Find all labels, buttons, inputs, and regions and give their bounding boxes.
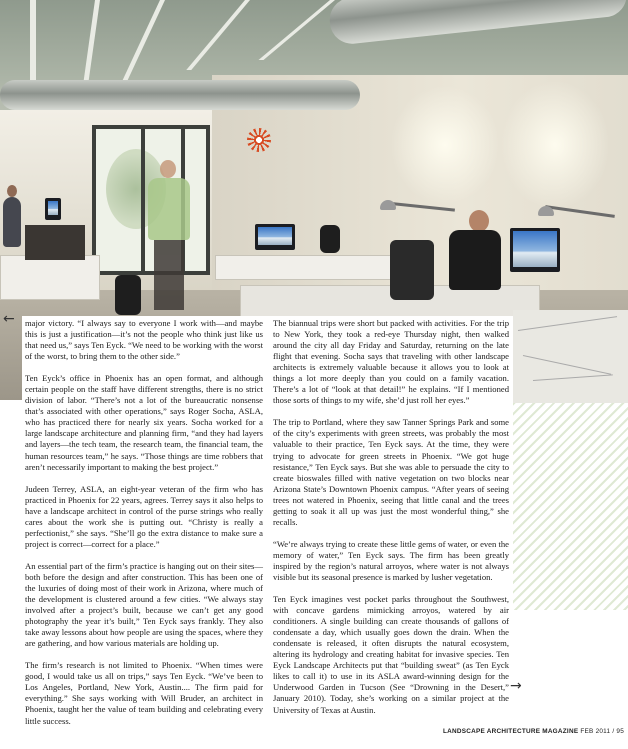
office-chair [115,275,141,315]
paragraph: The biannual trips were short but packed with activities. For the trip to New York, they took a red-eye Thursday night, then walked around the city all day Friday and Saturday, returning on the late flight that evening. Socha says that traveling with other landscape architects is extremely valuable because it allows you to look at things a lot more deeply than you could on a family vacation. There’s a lot of “look at that detail!” he explains. “If I mentioned those sorts of things to my wife, she’d just roll her eyes.” [273,318,509,406]
wall-light [390,85,500,205]
wall-light [500,80,610,210]
drawing-paper [513,310,628,403]
page-footer [443,728,624,735]
paragraph: An essential part of the firm’s practice is hanging out on their sites—both before the design and after construction. This has been one of the luxuries of doing most of their work in Arizona, where much of the development is clustered around a few cities. “We always stay involved after a project’s built, because we can’t get any good photography the year it’s built,” Ten Eyck says frankly. They also take away lessons about how people are using the spaces, where they are gathering, and how various materials are holding up. [25,560,263,649]
paragraph: major victory. “I always say to everyone I work with—and maybe this is just a justification—it’s not the people who think just like us that need us,” says Ten Eyck. “We need to be working with the worst of the worst, to bring them to the other side.” [25,318,263,362]
seated-person [445,210,505,300]
office-chair [320,225,340,253]
monitor-icon [510,228,560,272]
monitor-icon [45,198,61,220]
wall-clock-icon [247,128,271,152]
paragraph: Judeen Terrey, ASLA, an eight-year veteran of the firm who has practiced in Phoenix for 22 years, agrees. Terrey says it also helps to have a landscape architect in control of the purse strings who really cares about the work she is putting out. “Christy is really a perfectionist,” she says. “She’ll go the extra distance to make sure a project is correct—correct for a place.” [25,483,263,549]
monitor-icon [255,224,295,250]
left-column [25,318,263,738]
decorative-hatch-panel [513,403,628,610]
office-chair [390,240,434,300]
issue-date: FEB 2011 [580,728,611,735]
desk [215,255,395,280]
paragraph: “We’re always trying to create these little gems of water, or even the memory of water,” Ten Eyck says. The firm has been greatly inspired by the region’s natural arroyos, where water is not always visible but its seasonal presence is marked by lusher vegetation. [273,538,509,582]
desk [0,255,100,300]
desk-lamp-icon [538,206,554,216]
desk-lamp-icon [380,200,396,210]
air-duct [0,80,360,110]
previous-page-arrow-icon[interactable]: ← [3,311,15,327]
right-column [273,318,509,727]
background-person [2,185,24,255]
paragraph: Ten Eyck imagines vest pocket parks throughout the Southwest, with concave gardens mimicking arroyos, watered by air conditioners. A single building can create thousands of gallons of condensate a day, which usually goes down the drain. When the condensate is released, it often disrupts the natural ecosystem, altering its hydrology and creating habitat for invasive species. Ten Eyck Landscape Architects put that “building sweat” (as Ten Eyck likes to call it) to use in its ASLA award-winning design for the Underwood Garden in Tucson (See “Drowning in the Desert,” January 2010). Today, she’s working on a similar project at the University of Texas at Austin. [273,594,509,715]
walking-person [140,160,200,310]
desk-shelf [25,225,85,260]
paragraph: Ten Eyck’s office in Phoenix has an open format, and although certain people on the staff have different strengths, there is no strict division of labor. “There’s not a lot of the bureaucratic nonsense that’s associated with other operations,” says Roger Socha, ASLA, who has practiced there for nearly six years. Socha worked for a large landscape architecture and planning firm, “and they had layers and layers—the tech team, the research team, the financial team, the human resources team,” he says. “Those things are time robbers that aren’t necessarily important to making the best project.” [25,373,263,472]
paragraph: The firm’s research is not limited to Phoenix. “When times were good, I would take us all on trips,” says Ten Eyck. “We’ve been to Los Angeles, Portland, New York, Austin.... The firm paid for everything.” She says working with Will Bruder, an architect in Phoenix, taught her the value of team building and celebrating every little success. [25,660,263,726]
page-number: 95 [616,728,625,735]
next-page-arrow-icon[interactable]: → [510,678,522,694]
paragraph: The trip to Portland, where they saw Tanner Springs Park and some of the city’s experiments with green streets, was probably the most valuable to their practice, Ten Eyck says. At the time, they were trying to advocate for green streets in Phoenix. “We got huge resistance,” Ten Eyck says. But she was able to persuade the city to create bioswales filled with native vegetation on two blocks near Arizona State’s Downtown Phoenix campus. “After years of seeing trees not watered in Phoenix, seeing that little canal and the trees getting to soak it all up was just the most wonderful thing,” she recalls. [273,417,509,527]
footer-separator: / [612,728,615,735]
magazine-name: LANDSCAPE ARCHITECTURE MAGAZINE [443,728,579,735]
